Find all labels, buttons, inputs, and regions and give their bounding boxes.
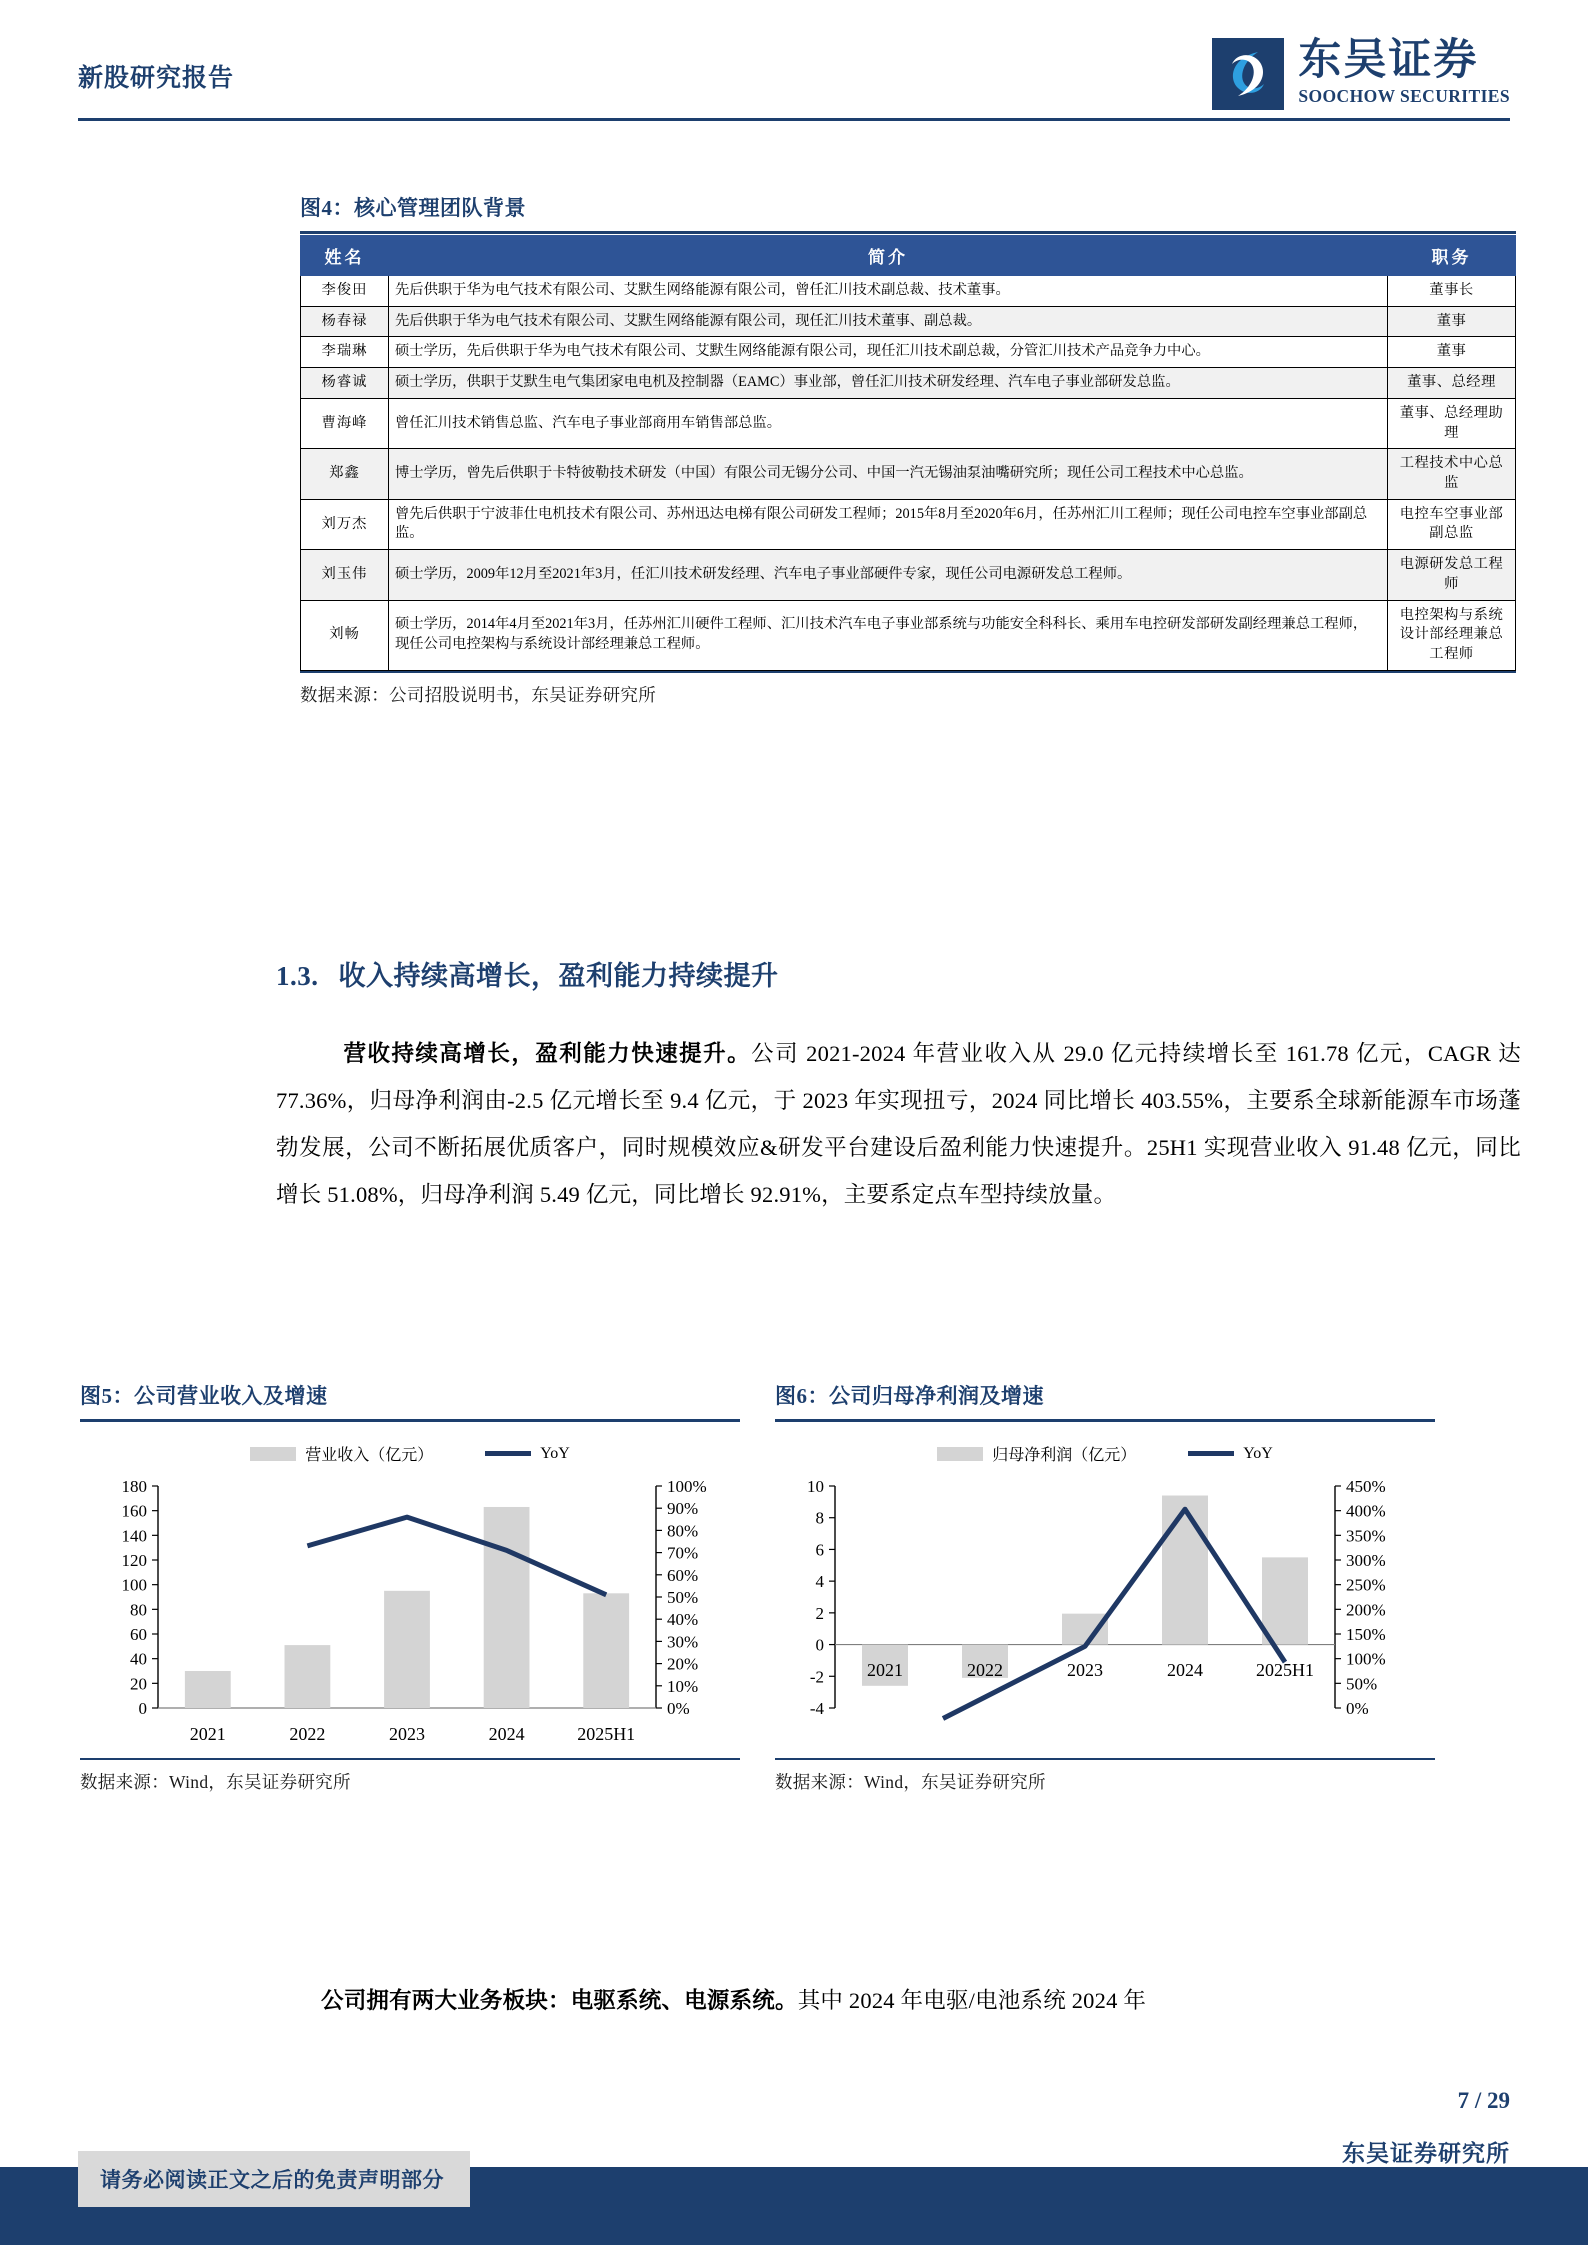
- cell-role: 电源研发总工程师: [1388, 550, 1516, 600]
- cell-bio: 曾任汇川技术销售总监、汽车电子事业部商用车销售部总监。: [389, 398, 1388, 448]
- svg-text:2: 2: [815, 1603, 824, 1623]
- legend-item-revenue: [250, 1442, 433, 1465]
- svg-text:2024: 2024: [1167, 1660, 1203, 1680]
- legend-bar-swatch-icon: [250, 1447, 296, 1461]
- cell-bio: 先后供职于华为电气技术有限公司、艾默生网络能源有限公司，现任汇川技术董事、副总裁。: [389, 306, 1388, 337]
- svg-text:80%: 80%: [667, 1521, 699, 1541]
- table-row: [301, 499, 1516, 549]
- cell-bio: 硕士学历，2009年12月至2021年3月，任汇川技术研发经理、汽车电子事业部硬件专家，现任公司电源研发总工程师。: [389, 550, 1388, 600]
- legend-label-net-profit: 归母净利润（亿元）: [992, 1447, 1137, 1464]
- legend-item-yoy: [1188, 1445, 1273, 1463]
- footer-firm-name: 东吴证券研究所: [1342, 2141, 1510, 2166]
- page-header: [0, 0, 1588, 128]
- figure-5-source: 数据来源：Wind，东吴证券研究所: [80, 1772, 351, 1792]
- exhibit-figure-6: [775, 1380, 1435, 1794]
- svg-text:20%: 20%: [667, 1654, 699, 1674]
- soochow-swirl-logo-icon: [1212, 38, 1284, 110]
- column-header-bio: 简介: [389, 236, 1388, 276]
- svg-text:450%: 450%: [1346, 1478, 1386, 1496]
- svg-text:40%: 40%: [667, 1610, 699, 1630]
- svg-text:-4: -4: [809, 1699, 824, 1718]
- svg-text:100%: 100%: [667, 1478, 707, 1496]
- figure-5-title: 图5：公司营业收入及增速: [80, 1384, 328, 1408]
- cell-bio: 硕士学历，先后供职于华为电气技术有限公司、艾默生网络能源有限公司，现任汇川技术副总裁，分管汇川技术产品竞争力中心。: [389, 337, 1388, 368]
- svg-text:250%: 250%: [1346, 1575, 1386, 1595]
- svg-text:6: 6: [815, 1540, 824, 1560]
- cell-name: 刘畅: [301, 600, 389, 670]
- svg-text:160: 160: [121, 1501, 147, 1521]
- figure-4-source: 数据来源：公司招股说明书，东吴证券研究所: [300, 684, 656, 705]
- svg-text:100: 100: [121, 1575, 147, 1595]
- svg-text:10: 10: [807, 1478, 824, 1496]
- exhibit-figure-4: [300, 192, 1516, 707]
- svg-text:60%: 60%: [667, 1565, 699, 1585]
- management-team-table: [300, 235, 1516, 671]
- cell-role: 工程技术中心总监: [1388, 449, 1516, 499]
- cell-name: 刘玉伟: [301, 550, 389, 600]
- svg-text:10%: 10%: [667, 1676, 699, 1696]
- svg-text:120: 120: [121, 1551, 147, 1570]
- footer-disclaimer: 请务必阅读正文之后的免责声明部分: [78, 2151, 470, 2207]
- exhibit-figure-5: [80, 1380, 740, 1794]
- brand-name-en: SOOCHOW SECURITIES: [1298, 86, 1510, 107]
- svg-text:2021: 2021: [189, 1724, 226, 1744]
- section-1-3: [276, 932, 1521, 1241]
- svg-text:2024: 2024: [488, 1724, 525, 1744]
- section-number: 1.3.: [276, 961, 319, 992]
- svg-text:2023: 2023: [389, 1724, 425, 1744]
- svg-text:90%: 90%: [667, 1499, 699, 1519]
- svg-text:50%: 50%: [667, 1588, 699, 1607]
- cell-bio: 硕士学历，2014年4月至2021年3月，任苏州汇川硬件工程师、汇川技术汽车电子事业部系统与功能安全科科长、乘用车电控研发部研发副经理兼总工程师，现任公司电控架构与系统设计部经理兼总工程师。: [389, 600, 1388, 670]
- svg-text:60: 60: [130, 1625, 147, 1644]
- figure-4-top-rule: [300, 231, 1516, 234]
- svg-text:140: 140: [121, 1526, 147, 1546]
- svg-text:4: 4: [815, 1572, 824, 1592]
- header-divider: [78, 118, 1510, 121]
- cell-name: 刘万杰: [301, 499, 389, 549]
- table-row: [301, 368, 1516, 399]
- column-header-name: 姓名: [301, 236, 389, 276]
- paragraph-lead: 营收持续高增长，盈利能力快速提升。: [343, 1041, 752, 1067]
- figure-5-plot-area: [80, 1478, 740, 1748]
- cell-name: 郑鑫: [301, 449, 389, 499]
- figure-6-top-rule: [775, 1419, 1435, 1422]
- svg-text:100%: 100%: [1346, 1649, 1386, 1669]
- svg-text:70%: 70%: [667, 1543, 699, 1563]
- section-body-paragraph: [276, 1031, 1521, 1218]
- svg-text:50%: 50%: [1346, 1674, 1378, 1694]
- svg-text:80: 80: [130, 1600, 147, 1620]
- svg-text:200%: 200%: [1346, 1600, 1386, 1620]
- cell-role: 董事、总经理: [1388, 368, 1516, 399]
- svg-text:180: 180: [121, 1478, 147, 1496]
- svg-text:30%: 30%: [667, 1632, 699, 1652]
- svg-text:0%: 0%: [1346, 1699, 1369, 1718]
- legend-item-yoy: [485, 1445, 570, 1463]
- cell-role: 董事: [1388, 337, 1516, 368]
- cell-name: 李瑞琳: [301, 337, 389, 368]
- section-title: 收入持续高增长，盈利能力持续提升: [338, 961, 779, 992]
- table-row: [301, 337, 1516, 368]
- figure-6-chart: [775, 1426, 1435, 1758]
- figure-6-source: 数据来源：Wind，东吴证券研究所: [775, 1772, 1046, 1792]
- table-row: [301, 449, 1516, 499]
- svg-text:2023: 2023: [1067, 1660, 1103, 1680]
- svg-text:150%: 150%: [1346, 1625, 1386, 1644]
- cell-role: 董事长: [1388, 276, 1516, 307]
- table-header-row: [301, 236, 1516, 276]
- svg-text:-2: -2: [809, 1667, 824, 1687]
- report-type-label: 新股研究报告: [78, 65, 235, 92]
- cell-name: 杨春禄: [301, 306, 389, 337]
- cell-name: 曹海峰: [301, 398, 389, 448]
- bottom-paragraph: [276, 1978, 1521, 2023]
- bottom-paragraph-text: 其中 2024 年电驱/电池系统 2024 年: [797, 1987, 1147, 2013]
- cell-role: 电控车空事业部副总监: [1388, 499, 1516, 549]
- legend-label-revenue: 营业收入（亿元）: [305, 1447, 434, 1464]
- figure-6-title: 图6：公司归母净利润及增速: [775, 1384, 1044, 1408]
- brand-name-cn: 东吴证券: [1298, 37, 1479, 84]
- cell-role: 董事、总经理助理: [1388, 398, 1516, 448]
- legend-line-swatch-icon: [485, 1451, 531, 1456]
- svg-text:0: 0: [815, 1635, 824, 1655]
- legend-bar-swatch-icon: [937, 1447, 983, 1461]
- legend-label-yoy: YoY: [540, 1444, 570, 1462]
- table-row: [301, 276, 1516, 307]
- legend-label-yoy: YoY: [1243, 1444, 1273, 1462]
- svg-text:300%: 300%: [1346, 1551, 1386, 1570]
- cell-bio: 博士学历，曾先后供职于卡特彼勒技术研发（中国）有限公司无锡分公司、中国一汽无锡油泵油嘴研究所；现任公司工程技术中心总监。: [389, 449, 1388, 499]
- brand-logo: [1212, 38, 1510, 110]
- paragraph-text: 公司 2021-2024 年营业收入从 29.0 亿元持续增长至 161.78 亿元，CAGR 达 77.36%，归母净利润由-2.5 亿元增长至 9.4 亿元，于 2023 年实现扭亏，2024 同比增长 403.55%，主要系全球新能源车市场蓬勃发展，公司不断拓展优质客户，同时规模效应&研发平台建设后盈利能力快速提升。25H1 实现营业收入 91.48 亿元，同比增长 51.08%，归母净利润 5.49 亿元，同比增长 92.91%，主要系定点车型持续放量。: [276, 1041, 1521, 1207]
- cell-name: 李俊田: [301, 276, 389, 307]
- figure-5-top-rule: [80, 1419, 740, 1422]
- figure-5-legend: [80, 1442, 740, 1465]
- svg-text:2025H1: 2025H1: [1256, 1660, 1314, 1680]
- svg-text:0%: 0%: [667, 1699, 690, 1718]
- svg-text:400%: 400%: [1346, 1501, 1386, 1521]
- bottom-paragraph-lead: 公司拥有两大业务板块：电驱系统、电源系统。: [321, 1987, 798, 2013]
- figure-6-plot-area: [775, 1478, 1435, 1748]
- figure-6-legend: [775, 1442, 1435, 1465]
- table-row: [301, 550, 1516, 600]
- svg-text:2022: 2022: [967, 1660, 1003, 1680]
- column-header-role: 职务: [1388, 236, 1516, 276]
- svg-text:40: 40: [130, 1649, 147, 1669]
- cell-bio: 曾先后供职于宁波菲仕电机技术有限公司、苏州迅达电梯有限公司研发工程师；2015年8月至2020年6月，任苏州汇川工程师；现任公司电控车空事业部副总监。: [389, 499, 1388, 549]
- section-heading: [276, 954, 1521, 993]
- page-number: 7 / 29: [1457, 2088, 1510, 2113]
- svg-text:0: 0: [138, 1699, 147, 1718]
- table-row: [301, 600, 1516, 670]
- cell-bio: 先后供职于华为电气技术有限公司、艾默生网络能源有限公司，曾任汇川技术副总裁、技术董事。: [389, 276, 1388, 307]
- figure-5-chart: [80, 1426, 740, 1758]
- svg-text:350%: 350%: [1346, 1526, 1386, 1546]
- figure-4-title: 图4：核心管理团队背景: [300, 196, 526, 220]
- legend-item-net-profit: [937, 1442, 1136, 1465]
- cell-name: 杨睿诚: [301, 368, 389, 399]
- svg-text:2025H1: 2025H1: [577, 1724, 636, 1744]
- cell-bio: 硕士学历，供职于艾默生电气集团家电电机及控制器（EAMC）事业部，曾任汇川技术研发经理、汽车电子事业部研发总监。: [389, 368, 1388, 399]
- cell-role: 董事: [1388, 306, 1516, 337]
- svg-text:2021: 2021: [867, 1660, 903, 1680]
- svg-text:8: 8: [815, 1508, 824, 1528]
- cell-role: 电控架构与系统设计部经理兼总工程师: [1388, 600, 1516, 670]
- svg-text:20: 20: [130, 1674, 147, 1694]
- table-row: [301, 306, 1516, 337]
- legend-line-swatch-icon: [1188, 1451, 1234, 1456]
- table-row: [301, 398, 1516, 448]
- svg-text:2022: 2022: [289, 1724, 326, 1744]
